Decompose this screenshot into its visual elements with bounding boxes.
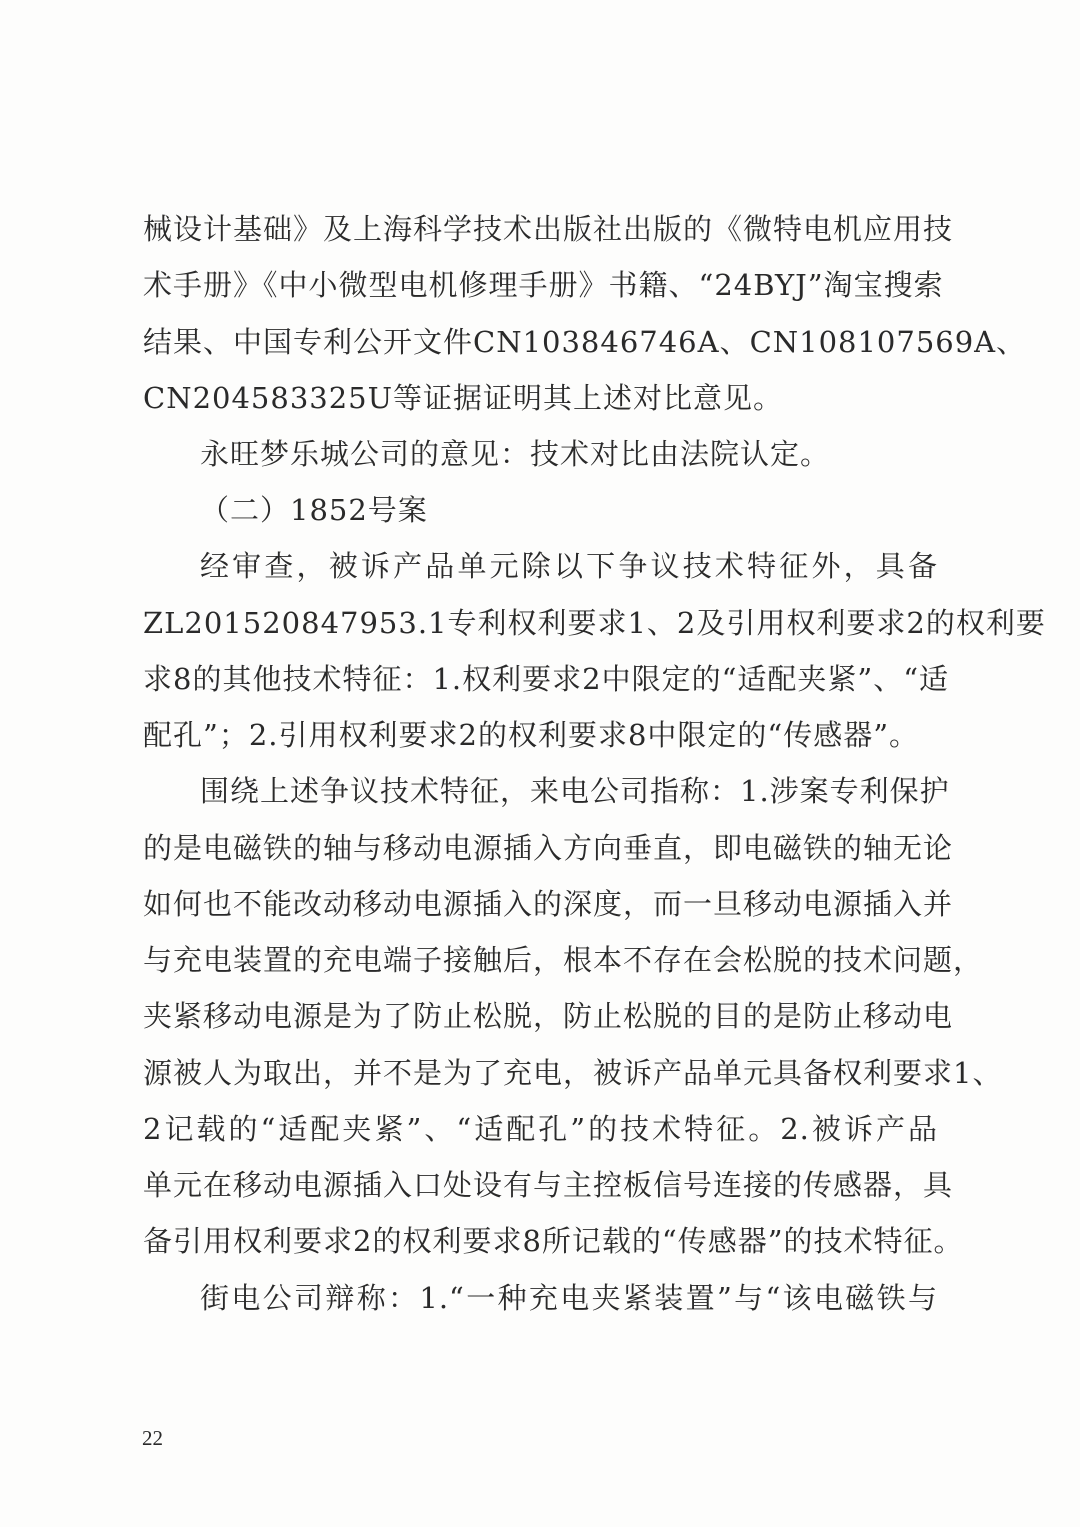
text-line: 械设计基础》及上海科学技术出版社出版的《微特电机应用技 — [143, 212, 954, 246]
text-line: 如何也不能改动移动电源插入的深度，而一旦移动电源插入并 — [143, 887, 954, 921]
text-line: 经审查，被诉产品单元除以下争议技术特征外，具备 — [200, 549, 938, 583]
text-line: 单元在移动电源插入口处设有与主控板信号连接的传感器，具 — [143, 1168, 954, 1202]
text-line: 2记载的“适配夹紧”、“适配孔”的技术特征。2.被诉产品 — [143, 1112, 938, 1146]
text-line: 的是电磁铁的轴与移动电源插入方向垂直，即电磁铁的轴无论 — [143, 831, 954, 865]
page-number: 22 — [142, 1426, 163, 1450]
text-line: 与充电装置的充电端子接触后，根本不存在会松脱的技术问题， — [143, 943, 984, 977]
text-line: 源被人为取出，并不是为了充电，被诉产品单元具备权利要求1、 — [143, 1056, 1003, 1090]
section-heading: （二）1852号案 — [200, 493, 428, 527]
text-line: 结果、中国专利公开文件CN103846746A、CN108107569A、 — [143, 325, 1027, 359]
text-line: 街电公司辩称：1.“一种充电夹紧装置”与“该电磁铁与 — [200, 1281, 938, 1315]
text-line: 围绕上述争议技术特征，来电公司指称：1.涉案专利保护 — [200, 774, 950, 808]
text-line: 术手册》《中小微型电机修理手册》书籍、“24BYJ”淘宝搜索 — [143, 268, 944, 302]
text-line: 永旺梦乐城公司的意见：技术对比由法院认定。 — [200, 437, 831, 471]
text-line: ZL201520847953.1专利权利要求1、2及引用权利要求2的权利要 — [143, 606, 1046, 640]
text-line: CN204583325U等证据证明其上述对比意见。 — [143, 381, 784, 415]
text-line: 夹紧移动电源是为了防止松脱，防止松脱的目的是防止移动电 — [143, 999, 954, 1033]
text-line: 求8的其他技术特征：1.权利要求2中限定的“适配夹紧”、“适 — [143, 662, 950, 696]
text-line: 备引用权利要求2的权利要求8所记载的“传感器”的技术特征。 — [143, 1224, 964, 1258]
text-line: 配孔”；2.引用权利要求2的权利要求8中限定的“传感器”。 — [143, 718, 920, 752]
